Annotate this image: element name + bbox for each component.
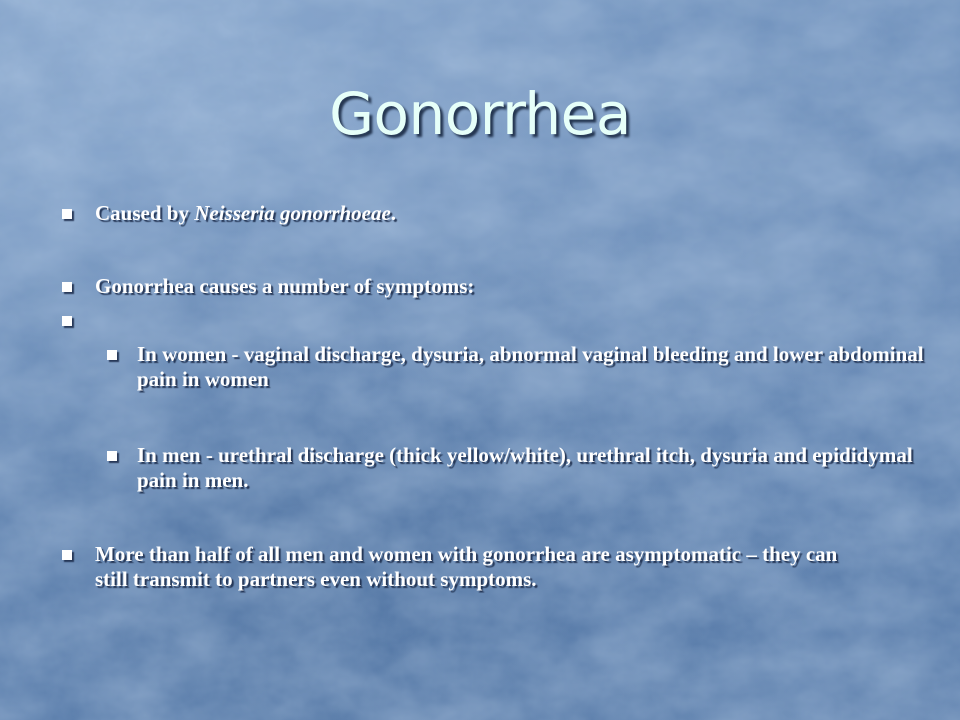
bullet-asymptomatic: More than half of all men and women with gonorrhea are asymptomatic – they can still transmit to partners even without symptoms. [95,542,838,591]
bullet-cause-organism: Neisseria gonorrhoeae [194,201,391,225]
bullet-square-icon [62,316,72,326]
sub-bullet-women: In women - vaginal discharge, dysuria, abnormal vaginal bleeding and lower abdominal pain in women [137,342,924,391]
bullet-square-icon [62,209,72,219]
bullet-cause-suffix: . [390,201,397,225]
slide-title: Gonorrhea [329,80,631,148]
bullet-square-icon [62,550,72,560]
bullet-symptoms-intro: Gonorrhea causes a number of symptoms: [95,274,475,298]
sub-bullet-men: In men - urethral discharge (thick yellow/white), urethral itch, dysuria and epididymal pain in men. [137,443,913,492]
sub-bullet-square-icon [107,350,117,360]
bullet-cause [95,201,895,226]
bullet-square-icon [62,282,72,292]
sub-bullet-square-icon [107,451,117,461]
bullet-cause-prefix: Caused by [95,201,195,225]
